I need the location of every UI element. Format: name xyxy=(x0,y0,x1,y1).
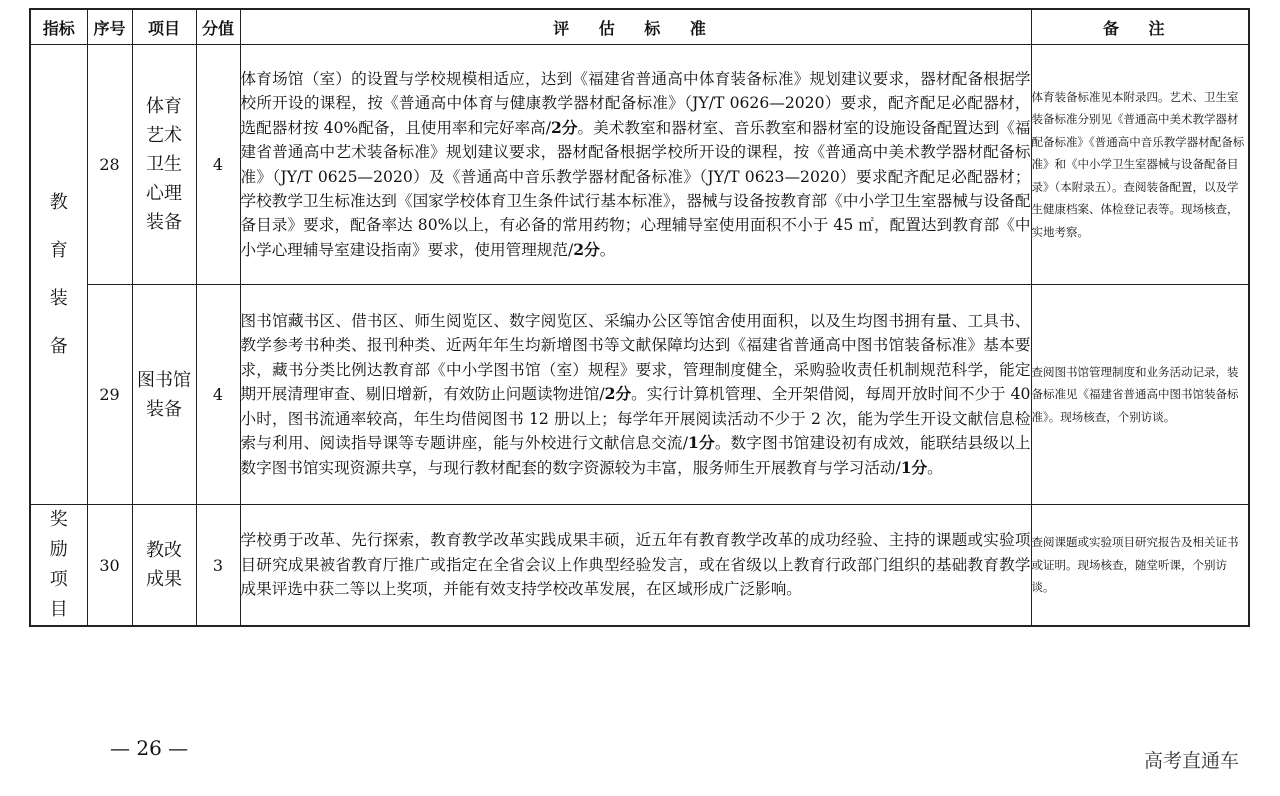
table-row xyxy=(30,45,1249,285)
score-cell: 4 xyxy=(196,45,240,285)
header-indicator: 指标 xyxy=(30,9,87,45)
score-points: 1分 xyxy=(900,457,928,477)
standard-text: 。美术教室和器材室、音乐教室和器材室的设施设备配置达到《福建省普通高中艺术装备标准》规划建议要求，器材配备根据学校所开设的课程，按《普通高中美术教学器材配备标准》（JY/T 0625—2020）及《普通高中音乐教学器材配备标准》（JY/T 0623—2020）要求配齐配足必配器材；学校教学卫生标准达到《国家学校体育卫生条件试行基本标准》，器械与设备按教育部《中小学卫生室器械与设备配备目录》要求，配备率达 80%以上，有必备的常用药物；心理辅导室使用面积不小于 45 ㎡，配置达到教育部《中小学心理辅导室建设指南》要求，使用管理规范/ xyxy=(240,118,1031,259)
category-cell xyxy=(30,505,87,627)
standard-text: 体育场馆（室）的设置与学校规模相适应，达到《福建省普通高中体育装备标准》规划建议要求，器材配备根据学校所开设的课程，按《普通高中体育与健康教学器材配备标准》（JY/T 0626—2020）要求，配齐配足必配器材，选配器材按 40%配备，且使用率和完好率高/ xyxy=(240,69,1031,137)
header-seq: 序号 xyxy=(87,9,132,45)
remarks-cell: 查阅图书馆管理制度和业务活动记录，装备标准见《福建省普通高中图书馆装备标准》。现场核查，个别访谈。 xyxy=(1031,285,1249,505)
table-row xyxy=(30,505,1249,627)
seq-cell: 29 xyxy=(87,285,132,505)
remarks-cell: 查阅课题或实验项目研究报告及相关证书或证明。现场核查，随堂听课，个别访谈。 xyxy=(1031,505,1249,627)
header-remarks: 备 注 xyxy=(1031,9,1249,45)
header-standard: 评 估 标 准 xyxy=(240,9,1031,45)
remarks-cell: 体育装备标准见本附录四。艺术、卫生室装备标准分别见《普通高中美术教学器材配备标准》《普通高中音乐教学器材配备标准》和《中小学卫生室器械与设备配备目录》（本附录五）。查阅装备配置，以及学生健康档案、体检登记表等。现场核查，实地考察。 xyxy=(1031,45,1249,285)
item-label: 图书馆 xyxy=(137,369,191,391)
score-cell: 4 xyxy=(196,285,240,505)
seq-cell: 30 xyxy=(87,505,132,627)
item-label: 教改 xyxy=(146,540,182,561)
evaluation-table xyxy=(29,8,1250,627)
score-points: 2分 xyxy=(573,239,600,259)
watermark: 高考直通车 xyxy=(1144,750,1240,772)
seq-cell: 28 xyxy=(87,45,132,285)
standard-text: 。数字图书馆建设初有成效，能联结县级以上数字图书馆实现资源共享，与现行教材配套的数字资源较为丰富，服务师生开展教育与学习活动/ xyxy=(240,434,1031,477)
category-label: 教育装备 xyxy=(49,191,68,357)
item-label: 体育艺术卫生心理装备 xyxy=(146,96,182,233)
standard-text: 。实行计算机管理、全开架借阅，每周开放时间不少于 40 小时，图书流通率较高，年生均借阅图书 12 册以上；每学年开展阅读活动不少于 2 次，能为学生开设文献信息检索与利用、阅读指导课等专题讲座，能与外校进行文献信息交流/ xyxy=(240,385,1031,453)
page-number: — 26 — xyxy=(110,736,189,760)
item-label: 成果 xyxy=(146,569,182,590)
score-points: 1分 xyxy=(687,433,715,453)
score-cell: 3 xyxy=(196,505,240,627)
header-item: 项目 xyxy=(132,9,196,45)
category-label: 奖励项目 xyxy=(49,509,68,620)
score-points: 2分 xyxy=(604,384,632,404)
standard-text: 图书馆藏书区、借书区、师生阅览区、数字阅览区、采编办公区等馆舍使用面积，以及生均图书拥有量、工具书、教学参考书种类、报刊种类、近两年年生均新增图书等文献保障均达到《福建省普通高中图书馆装备标准》基本要求，藏书分类比例达教育部《中小学图书馆（室）规程》要求，管理制度健全，采购验收责任机制规范科学，能定期开展清理审查、剔旧增新，有效防止问题读物进馆/ xyxy=(240,312,1031,404)
category-cell xyxy=(30,45,87,505)
table-row xyxy=(30,285,1249,505)
standard-cell xyxy=(240,285,1031,505)
standard-cell xyxy=(240,45,1031,285)
item-label: 装备 xyxy=(146,398,182,420)
header-row xyxy=(30,9,1249,45)
header-score: 分值 xyxy=(196,9,240,45)
standard-text: 。 xyxy=(599,240,616,259)
standard-text: 。 xyxy=(927,458,943,477)
score-points: 2分 xyxy=(551,117,578,137)
item-cell xyxy=(132,505,196,627)
item-cell xyxy=(132,285,196,505)
standard-cell: 学校勇于改革、先行探索，教育教学改革实践成果丰硕，近五年有教育教学改革的成功经验、主持的课题或实验项目研究成果被省教育厅推广或指定在全省会议上作典型经验发言，或在省级以上教育行政部门组织的基础教育教学成果评选中获二等以上奖项，并能有效支持学校改革发展，在区域形成广泛影响。 xyxy=(240,505,1031,627)
item-cell xyxy=(132,45,196,285)
